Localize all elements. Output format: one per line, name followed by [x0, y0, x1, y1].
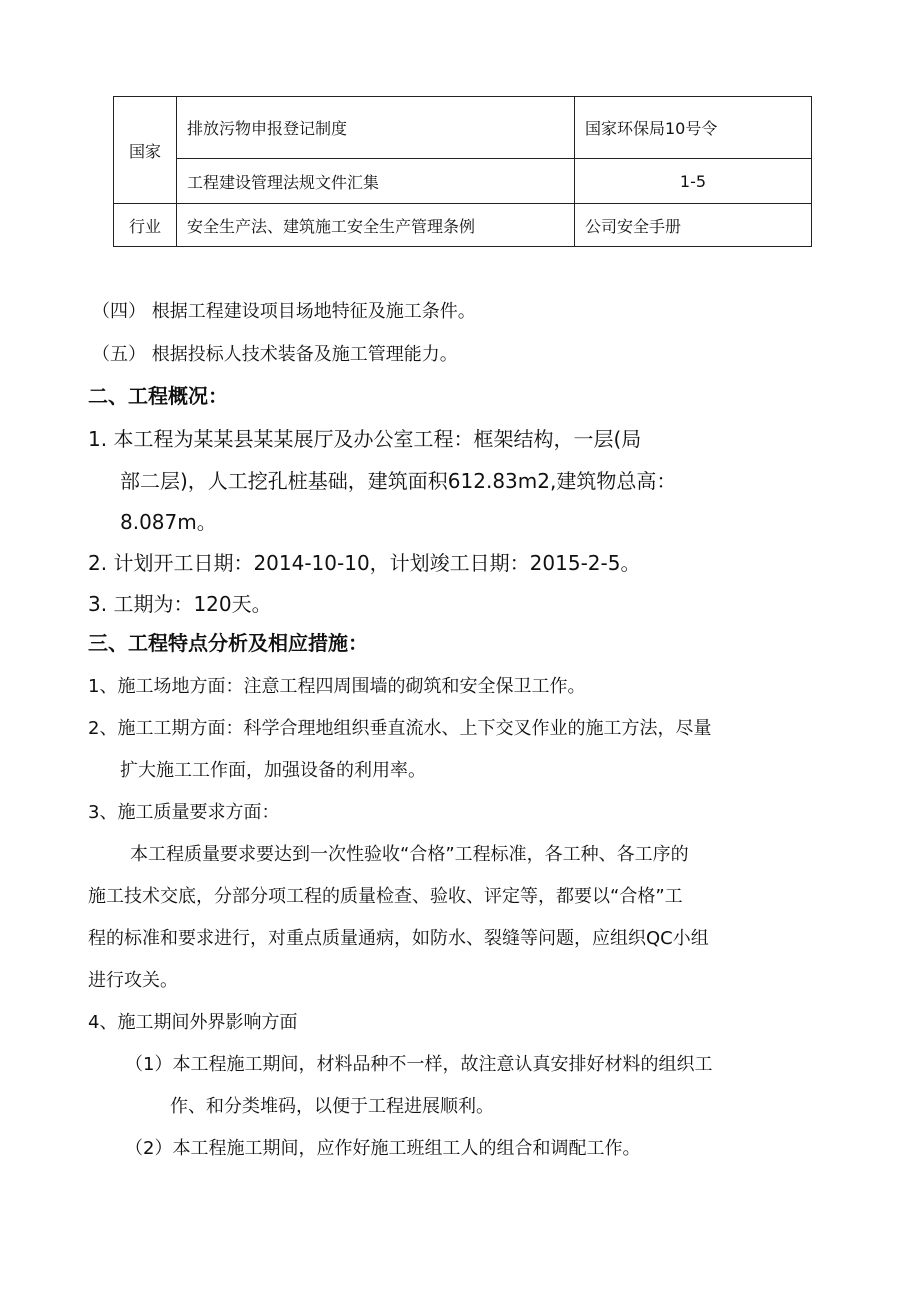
regulations-table	[113, 96, 812, 247]
measure-1: 1、施工场地方面：注意工程四周围墙的砌筑和安全保卫工作。	[88, 676, 586, 697]
reference-cell: 1-5	[575, 159, 812, 204]
section-heading: 三、工程特点分析及相应措施：	[88, 631, 368, 655]
measure-4-title: 4、施工期间外界影响方面	[88, 1012, 298, 1033]
measure-2-line-1: 2、施工工期方面：科学合理地组织垂直流水、上下交叉作业的施工方法，尽量	[88, 718, 712, 739]
regulation-cell: 工程建设管理法规文件汇集	[177, 159, 575, 204]
regulation-cell: 排放污物申报登记制度	[177, 97, 575, 159]
measure-2-line-2: 扩大施工工作面，加强设备的利用率。	[120, 760, 426, 781]
table-row	[114, 159, 812, 204]
overview-item-3: 3. 工期为：120天。	[88, 592, 272, 616]
overview-item-1-line-1: 1. 本工程为某某县某某展厅及办公室工程：框架结构，一层(局	[88, 427, 642, 451]
measure-4-item-1-line-2: 作、和分类堆码，以便于工程进展顺利。	[170, 1096, 494, 1117]
category-cell: 行业	[114, 204, 177, 247]
measure-4-item-2: （2）本工程施工期间，应作好施工班组工人的组合和调配工作。	[125, 1138, 641, 1159]
measure-3-title: 3、施工质量要求方面：	[88, 802, 280, 823]
measure-4-item-1-line-1: （1）本工程施工期间，材料品种不一样，故注意认真安排好材料的组织工	[125, 1054, 713, 1075]
measure-3-body-line-1: 本工程质量要求要达到一次性验收“合格”工程标准，各工种、各工序的	[130, 844, 689, 865]
measure-3-body-line-4: 进行攻关。	[88, 970, 178, 991]
category-cell: 国家	[114, 97, 177, 204]
basis-item: （四） 根据工程建设项目场地特征及施工条件。	[92, 301, 476, 322]
regulation-cell: 安全生产法、建筑施工安全生产管理条例	[177, 204, 575, 247]
overview-item-1-line-3: 8.087m。	[120, 510, 217, 534]
reference-cell: 公司安全手册	[575, 204, 812, 247]
reference-cell: 国家环保局10号令	[575, 97, 812, 159]
table-row	[114, 204, 812, 247]
measure-3-body-line-2: 施工技术交底，分部分项工程的质量检查、验收、评定等，都要以“合格”工	[88, 886, 683, 907]
overview-item-2: 2. 计划开工日期：2014-10-10，计划竣工日期：2015-2-5。	[88, 551, 641, 575]
table-row	[114, 97, 812, 159]
measure-3-body-line-3: 程的标准和要求进行，对重点质量通病，如防水、裂缝等问题，应组织QC小组	[88, 928, 709, 949]
section-heading: 二、工程概况：	[88, 384, 228, 408]
basis-item: （五） 根据投标人技术装备及施工管理能力。	[92, 344, 458, 365]
overview-item-1-line-2: 部二层)，人工挖孔桩基础，建筑面积612.83m2,建筑物总高：	[120, 469, 677, 493]
